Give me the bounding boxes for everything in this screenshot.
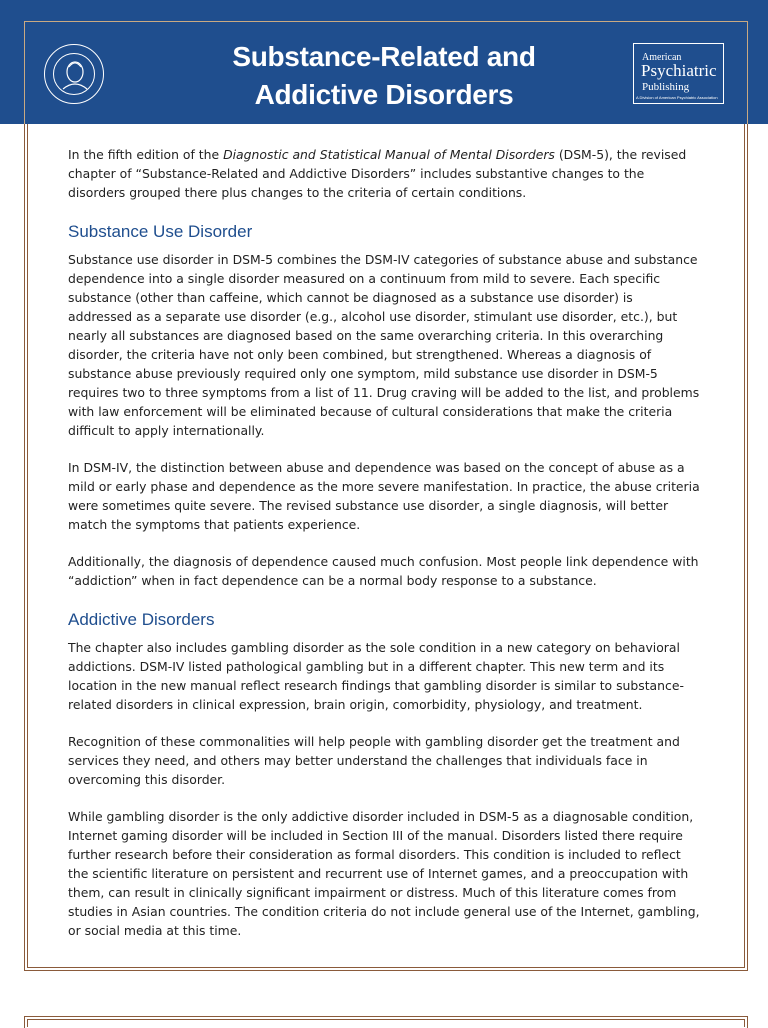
page-title xyxy=(180,38,588,114)
intro-before: In the fifth edition of the xyxy=(68,147,224,162)
appi-logo xyxy=(633,43,724,104)
article-body xyxy=(68,145,700,958)
logo-line-3: Publishing xyxy=(642,81,690,93)
section-1-paragraph-2: In DSM-IV, the distinction between abuse and dependence was based on the concept of abuse as a mild or early phase and dependence as the more severe manifestation. In practice, the abuse criteria were sometimes quite severe. The revised substance use disorder, a single diagnosis, will better match the symptoms that patients experience. xyxy=(68,460,700,532)
logo-line-2: Psychiatric xyxy=(641,61,717,80)
title-line-1: Substance-Related and xyxy=(232,41,536,72)
logo-line-1: American xyxy=(642,52,682,63)
manual-title: Diagnostic and Statistical Manual of Mental Disorders xyxy=(223,147,555,162)
intro-after: (DSM-5), the revised chapter of “Substance-Related and Addictive Disorders” includes substantive changes to the disorders grouped there plus changes to the criteria of certain conditions. xyxy=(68,147,687,200)
logo-line-4: A Division of American Psychiatric Association xyxy=(636,95,718,100)
section-heading-substance-use: Substance Use Disorder xyxy=(68,222,253,241)
next-page-border-inner xyxy=(27,1019,745,1027)
section-heading-addictive-disorders: Addictive Disorders xyxy=(68,610,215,629)
apa-seal-logo xyxy=(44,44,104,104)
title-line-2: Addictive Disorders xyxy=(254,79,514,110)
section-2-paragraph-3: While gambling disorder is the only addictive disorder included in DSM-5 as a diagnosable condition, Internet gaming disorder will be included in Section III of the manual. Disorders listed there require further research before their consideration as formal disorders. This condition is included to reflect the scientific literature on persistent and recurrent use of Internet games, and a preoccupation with them, can result in clinically significant impairment or distress. Much of this literature comes from studies in Asian countries. The condition criteria do not include general use of the Internet, gambling, or social media at this time. xyxy=(68,809,700,938)
header-banner xyxy=(0,0,768,124)
section-2-paragraph-1: The chapter also includes gambling disorder as the sole condition in a new category on behavioral addictions. DSM-IV listed pathological gambling but in a different chapter. This new term and its location in the new manual reflect research findings that gambling disorder is similar to substance-related disorders in clinical expression, brain origin, comorbidity, physiology, and treatment. xyxy=(68,640,684,712)
section-1-paragraph-1: Substance use disorder in DSM-5 combines the DSM-IV categories of substance abuse and substance dependence into a single disorder measured on a continuum from mild to severe. Each specific substance (other than caffeine, which cannot be diagnosed as a substance use disorder) is addressed as a separate use disorder (e.g., alcohol use disorder, stimulant use disorder, etc.), but nearly all substances are diagnosed based on the same overarching criteria. In this overarching disorder, the criteria have not only been combined, but strengthened. Whereas a diagnosis of substance abuse previously required only one symptom, mild substance use disorder in DSM-5 requires two to three symptoms from a list of 11. Drug craving will be added to the list, and problems with law enforcement will be eliminated because of cultural considerations that make the criteria difficult to apply internationally. xyxy=(68,252,700,438)
seal-portrait-icon xyxy=(45,45,105,105)
intro-paragraph xyxy=(68,145,700,202)
section-2-paragraph-2: Recognition of these commonalities will help people with gambling disorder get the treatment and services they need, and others may better understand the challenges that individuals face in overcoming this disorder. xyxy=(68,734,680,787)
section-1-paragraph-3: Additionally, the diagnosis of dependence caused much confusion. Most people link dependence with “addiction” when in fact dependence can be a normal body response to a substance. xyxy=(68,554,699,588)
